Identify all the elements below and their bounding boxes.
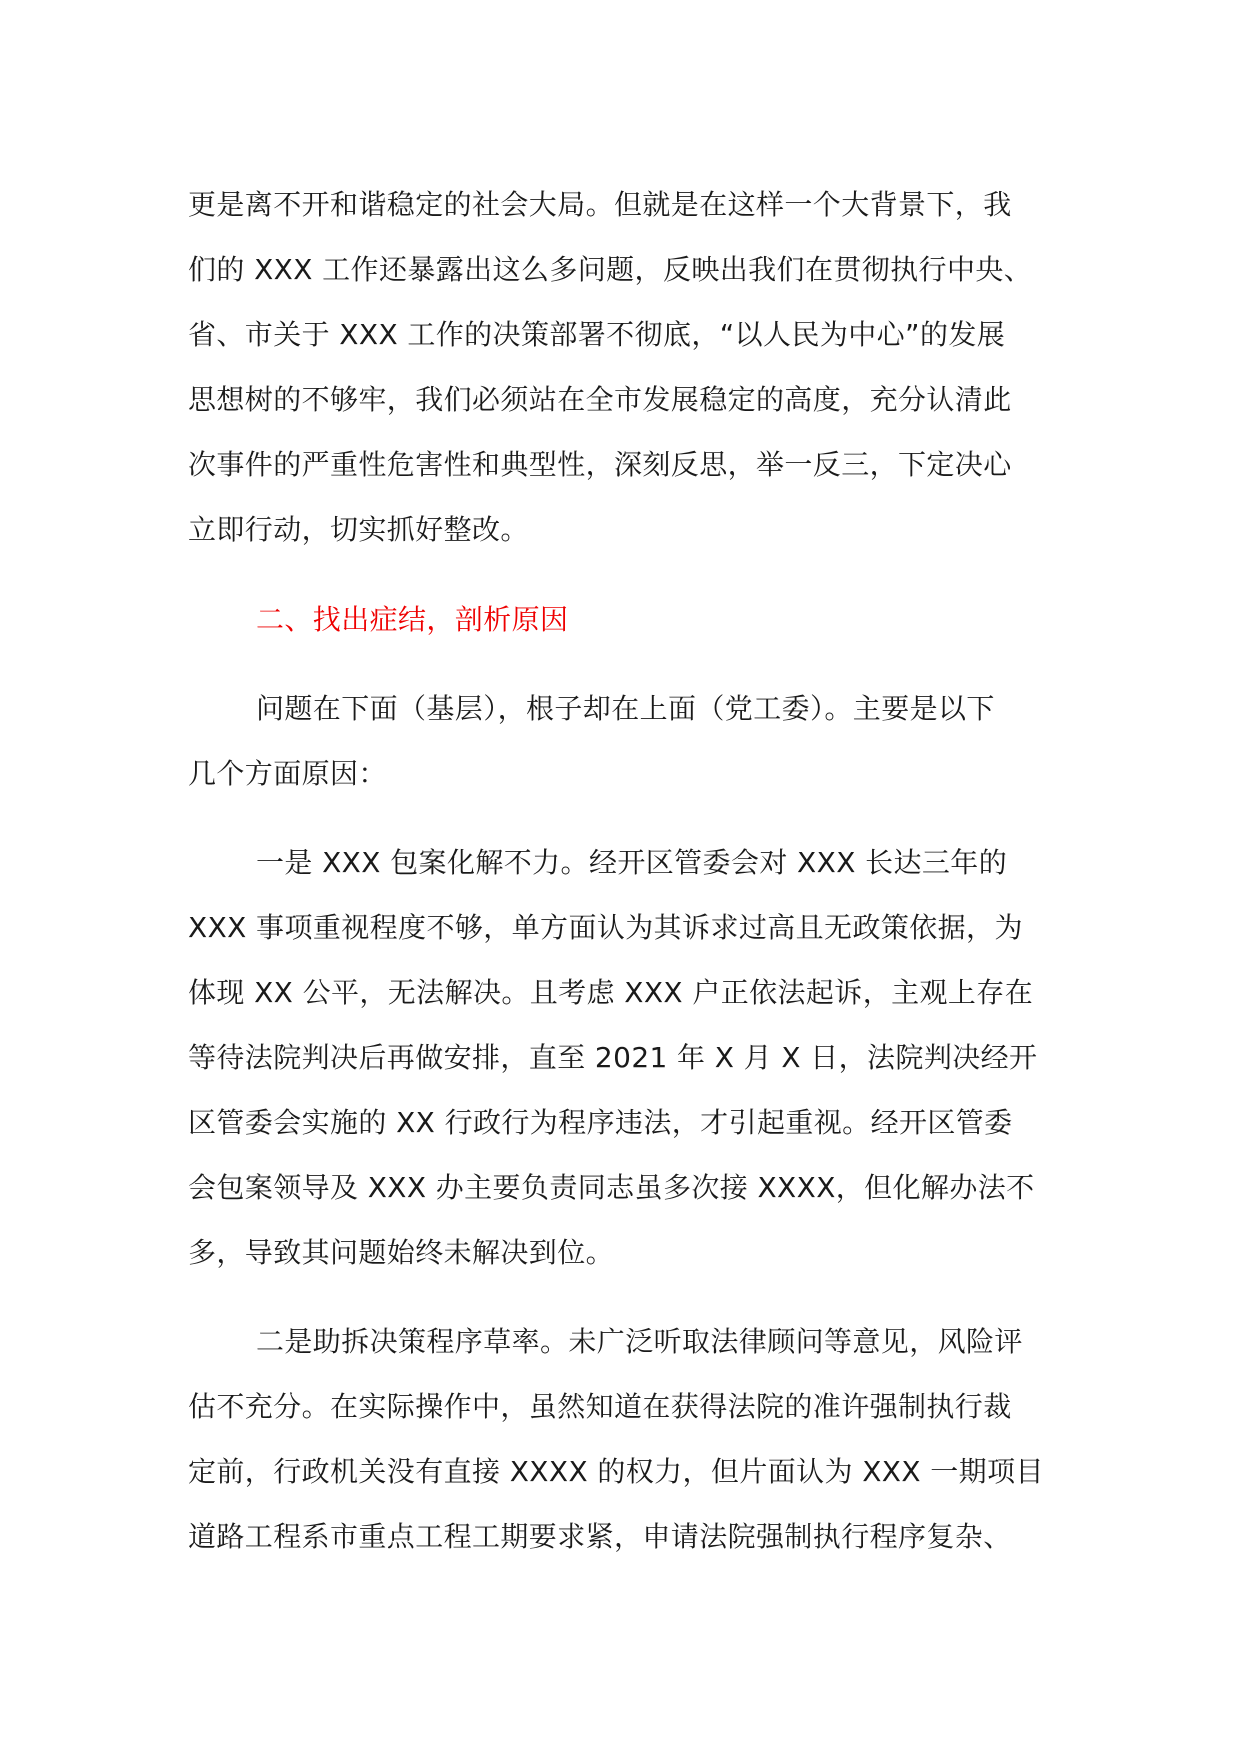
intro-line-2: 们的 XXX 工作还暴露出这么多问题，反映出我们在贯彻执行中央、 bbox=[188, 253, 1033, 286]
intro-line-4: 思想树的不够牢，我们必须站在全市发展稳定的高度，充分认清此 bbox=[188, 383, 1012, 416]
point-one-line-3: 体现 XX 公平，无法解决。且考虑 XXX 户正依法起诉，主观上存在 bbox=[188, 976, 1034, 1009]
cause-intro-line-2: 几个方面原因： bbox=[188, 757, 387, 790]
point-one-line-1: 一是 XXX 包案化解不力。经开区管委会对 XXX 长达三年的 bbox=[256, 846, 1008, 879]
point-two-paragraph bbox=[188, 1309, 1058, 1569]
section-heading bbox=[188, 587, 1058, 652]
point-one-paragraph bbox=[188, 830, 1058, 1285]
intro-line-5: 次事件的严重性危害性和典型性，深刻反思，举一反三，下定决心 bbox=[188, 448, 1012, 481]
point-one-line-2: XXX 事项重视程度不够，单方面认为其诉求过高且无政策依据，为 bbox=[188, 911, 1023, 944]
point-one-line-5: 区管委会实施的 XX 行政行为程序违法，才引起重视。经开区管委 bbox=[188, 1106, 1013, 1139]
cause-intro-paragraph bbox=[188, 676, 1058, 806]
intro-line-1: 更是离不开和谐稳定的社会大局。但就是在这样一个大背景下，我 bbox=[188, 188, 1012, 221]
point-two-line-1: 二是助拆决策程序草率。未广泛听取法律顾问等意见，风险评 bbox=[256, 1325, 1023, 1358]
point-two-line-2: 估不充分。在实际操作中，虽然知道在获得法院的准许强制执行裁 bbox=[188, 1390, 1012, 1423]
point-one-line-4: 等待法院判决后再做安排，直至 2021 年 X 月 X 日，法院判决经开 bbox=[188, 1041, 1038, 1074]
intro-paragraph bbox=[188, 172, 1058, 562]
document-page bbox=[188, 172, 1058, 1569]
point-one-line-7: 多，导致其问题始终未解决到位。 bbox=[188, 1236, 615, 1269]
section-heading-text: 二、找出症结，剖析原因 bbox=[256, 603, 569, 636]
cause-intro-line-1: 问题在下面（基层），根子却在上面（党工委）。主要是以下 bbox=[256, 692, 995, 725]
point-two-line-3: 定前，行政机关没有直接 XXXX 的权力，但片面认为 XXX 一期项目 bbox=[188, 1455, 1044, 1488]
point-two-line-4: 道路工程系市重点工程工期要求紧，申请法院强制执行程序复杂、 bbox=[188, 1520, 1012, 1553]
intro-line-6: 立即行动，切实抓好整改。 bbox=[188, 513, 529, 546]
point-one-line-6: 会包案领导及 XXX 办主要负责同志虽多次接 XXXX，但化解办法不 bbox=[188, 1171, 1035, 1204]
intro-line-3: 省、市关于 XXX 工作的决策部署不彻底，“以人民为中心”的发展 bbox=[188, 318, 1006, 351]
